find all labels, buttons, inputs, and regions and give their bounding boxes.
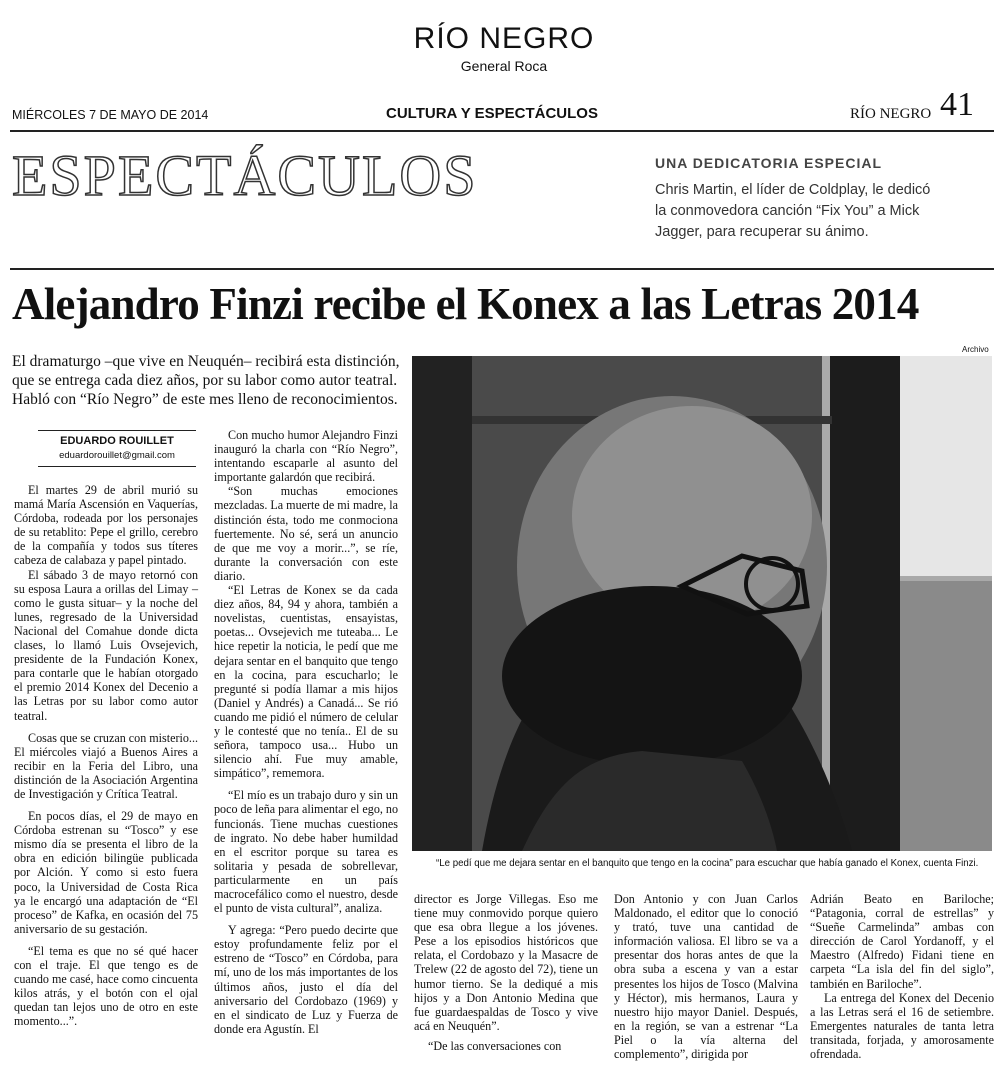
dedicatoria-line: Jagger, para recuperar su ánimo.	[655, 224, 869, 240]
dedicatoria-line: Chris Martin, el líder de Coldplay, le dedicó	[655, 182, 931, 198]
paragraph: Con mucho humor Alejandro Finzi inauguró la charla con “Río Negro”, intentando escaparle al asunto del importante galardón que recibirá.	[214, 428, 398, 485]
dedicatoria-line: la conmovedora canción “Fix You” a Mick	[655, 203, 920, 219]
masthead-city: General Roca	[460, 58, 548, 74]
article-column-2	[214, 428, 398, 1036]
paragraph: El sábado 3 de mayo retornó con su esposa Laura a orillas del Limay –como le gusta situar– y la noche del lunes, regresado de la Universidad Nacional del Comahue donde dicta clases, lo llamó Luis Ovsejevich, presidente de la Fundación Konex, para contarle que le habían otorgado el premio 2014 Konex del Decenio a las Letras por su labor como autor teatral.	[14, 567, 198, 723]
article-column-4	[614, 892, 798, 1061]
paragraph: En pocos días, el 29 de mayo en Córdoba estrenan su “Tosco” y ese mismo día se presenta el libro de la obra en edición bilingüe publicada por Alción. Y como si esto fuera poco, la Universidad de Costa Rica ya le encargó una adaptación de “El proceso” de Kafka, en ocasión del 75 aniversario de su gestación.	[14, 809, 198, 936]
photo-caption: “Le pedí que me dejara sentar en el banquito que tengo en la cocina” para escuchar que había ganado el Konex, cuenta Finzi.	[436, 858, 979, 869]
section-label: CULTURA Y ESPECTÁCULOS	[386, 105, 598, 122]
subhead-line: Habló con “Río Negro” de este mes lleno de reconocimientos.	[12, 391, 398, 408]
page-number: 41	[940, 86, 974, 123]
dedicatoria-title: UNA DEDICATORIA ESPECIAL	[655, 155, 883, 171]
byline-rule	[38, 466, 196, 467]
paragraph: El martes 29 de abril murió su mamá María Ascensión en Vaquerías, Córdoba, rodeada por los personajes de su retablito: Pepe el grillo, cerebro de la compañía y todos sus títeres cabeza de calabaza y papel pintado.	[14, 483, 198, 568]
article-column-5	[810, 892, 994, 1061]
issue-date: MIÉRCOLES 7 DE MAYO DE 2014	[12, 108, 209, 122]
dedicatoria-text	[655, 180, 930, 243]
portrait-image	[412, 356, 992, 851]
paragraph: Y agrega: “Pero puedo decirte que estoy profundamente feliz por el estreno de “Tosco” en Córdoba, para mí, uno de los más importantes de los últimos años, justo el día del aniversario del Cordobazo (1969) y en el sindicato de Luz y Fuerza de donde era Agustín. El	[214, 923, 398, 1036]
byline-author: EDUARDO ROUILLET	[60, 435, 174, 447]
paragraph: director es Jorge Villegas. Eso me tiene muy conmovido porque quiero que esa obra llegue a los jóvenes. Pese a los episodios históricos que relata, el Cordobazo y la Masacre de Trelew (22 de agosto del 72), tiene un humor tierno. Se la dediqué a mis hijos y a Don Antonio Medina que fue guardaespaldas de Tosco y vive acá en Neuquén”.	[414, 892, 598, 1033]
paragraph: “El mío es un trabajo duro y sin un poco de leña para alimentar el ego, no funcionás. Tiene muchas cuestiones de ingrato. No debe haber humildad en el escritor porque su tarea es solitaria y pesada de sobrellevar, particularmente en un país macrocefálico como el nuestro, desde el punto de vista cultural”, analiza.	[214, 788, 399, 916]
masthead-name: RÍO NEGRO	[413, 22, 595, 55]
paragraph: “De las conversaciones con	[428, 1038, 562, 1053]
paper-name: RÍO NEGRO	[850, 106, 932, 122]
paragraph: Don Antonio y con Juan Carlos Maldonado, el editor que lo conoció y trató, tuve una cantidad de información valiosa. El libro se va a presentar dos horas antes de que la obra suba a escena y van a estar presentes los hijos de Tosco (Malvina y Héctor), mis hermanos, Laura y nuestro hijo mayor Daniel. Después, en la región, se van a estrenar “La Piel o la vía alterna del complemento”, dirigida por	[614, 892, 798, 1062]
paragraph: “El Letras de Konex se da cada diez años, 84, 94 y ahora, también a novelistas, cuentistas, ensayistas, poetas... Ovsejevich me tuteaba... Le hice repetir la noticia, le pedí que me dejara sentar en el banquito que tengo en la cocina, para escucharlo; le pregunté si podía llamar a mis hijos (Daniel y Andrés) a Canadá... Se rió cuando me pidió el número de celular y le contesté que no tenía.. El de su señora, tampoco usa... Hubo un silencio ahí. Fue muy amable, simpático”, rememora.	[214, 583, 398, 781]
paragraph: “Son muchas emociones mezcladas. La muerte de mi madre, la distinción ésta, todo me conmociona fuertemente. No sé, será un anuncio de que me voy a morir...”, se ríe, durante la conversación con este diario.	[214, 484, 399, 583]
subhead-line: El dramaturgo –que vive en Neuquén– recibirá esta distinción,	[12, 353, 400, 370]
section-title: ESPECTÁCULOS	[12, 143, 478, 208]
section-rule	[10, 268, 994, 270]
header-rule	[10, 130, 994, 132]
byline-email: eduardorouillet@gmail.com	[59, 450, 175, 461]
subhead	[12, 352, 400, 409]
article-column-3	[414, 892, 598, 1053]
paragraph: Cosas que se cruzan con misterio... El miércoles viajó a Buenos Aires a recibir en la Feria del Libro, una distinción de la Asociación Argentina de Investigación y Crítica Teatral.	[14, 730, 198, 801]
paragraph: La entrega del Konex del Decenio a las Letras será el 16 de setiembre. Emergentes naturales de tanta letra transitada, forjada, y amorosamente ofrendada.	[810, 990, 994, 1062]
subhead-line: que se entrega cada diez años, por su labor como autor teatral.	[12, 372, 398, 389]
paragraph: Adrián Beato en Bariloche; “Patagonia, corral de estrellas” y “Sueñe Carmelinda” ambas con dirección de Carol Yordanoff, y el Maestro (Alfredo) Fidani tiene en carpeta “La isla del fin del siglo”, también en Bariloche”.	[810, 892, 994, 991]
byline-rule	[38, 430, 196, 431]
photo-credit: Archivo	[962, 345, 989, 354]
article-column-1	[14, 483, 198, 1028]
paragraph: “El tema es que no sé qué hacer con el traje. El que tengo es de cuando me casé, hace como cincuenta kilos atrás, y el botón con el ojal quedan tan lejos uno de otro en este momento...”.	[14, 943, 198, 1029]
article-photo	[412, 356, 992, 851]
headline: Alejandro Finzi recibe el Konex a las Letras 2014	[12, 279, 919, 329]
